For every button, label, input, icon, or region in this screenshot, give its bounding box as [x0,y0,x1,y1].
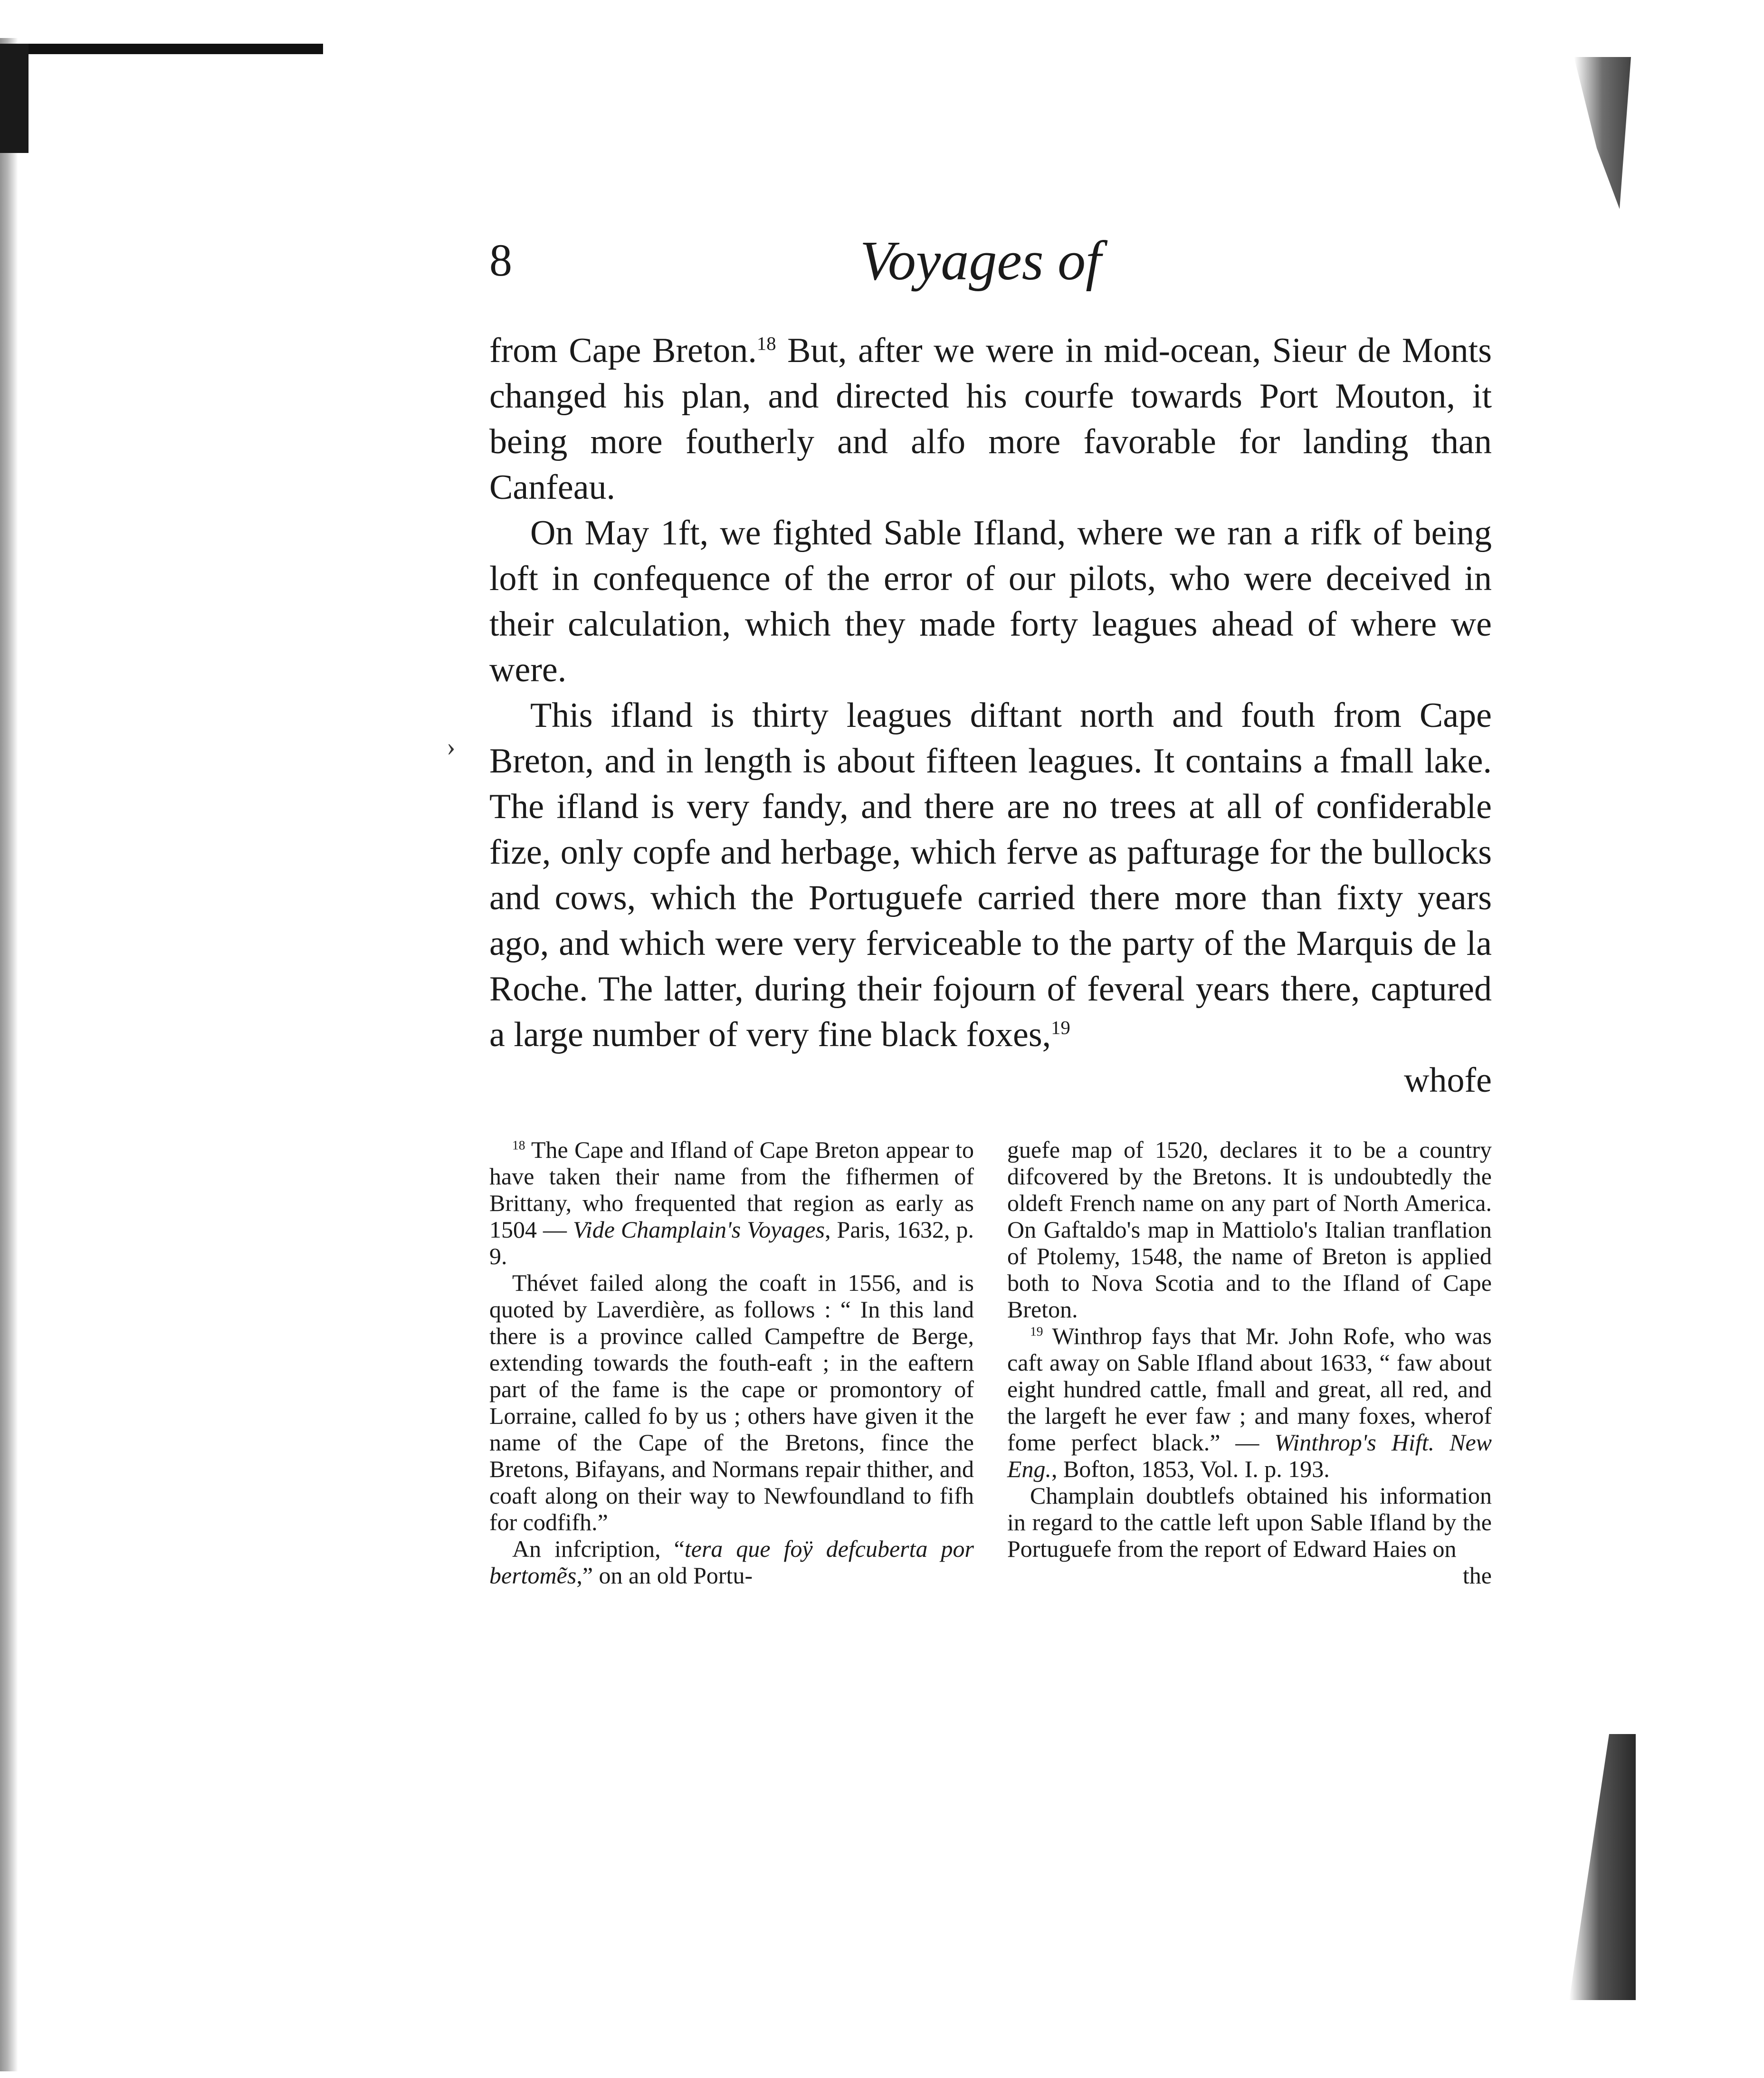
scan-binding-shadow [0,38,18,2071]
scan-page-curl-top [1574,57,1631,209]
inscription: tera que foÿ defcuberta por bertomẽs [489,1535,974,1589]
paragraph-1: from Cape Breton.$^{18}$ But, after we were in mid-ocean, Sieur de Monts changed his plan, and directed his courfe towards Port Mouton, it being more foutherly and alfo more favorable for landing than Canfeau. [489,331,1492,507]
footnote-19-para-2: Champlain doubtlefs obtained his information in regard to the cattle left upon Sable Ifland by the Portuguefe from the report of Edward Haies on [1007,1482,1492,1562]
catchword: whofe [1404,1061,1492,1100]
footnote-column-left [489,1136,974,1589]
footnote-19: $^{19}$ Winthrop fays that Mr. John Rofe, who was caft away on Sable Ifland about 1633, “ faw about eight hundred cattle, fmall and great, all red, and the largeft he ever faw ; and many foxes, wherof fome perfect black.” — Winthrop's Hift. New Eng., Bofton, 1853, Vol. I. p. 193. [1007,1323,1492,1482]
page-number: 8 [489,235,512,286]
scan-corner-mark [0,44,29,153]
main-text [489,328,1492,1103]
running-title: Voyages of [860,229,1101,292]
footnote-18-para-2: Thévet failed along the coaft in 1556, and is quoted by Laverdière, as follows : “ In this land there is a province called Campeftre de Berge, extending towards the fouth-eaft ; in the eaftern part of the fame is the cape or promontory of Lorraine, called fo by us ; others have given it the name of the Cape of the Bretons, fince the Bretons, Bifayans, and Normans repair thither, and coaft along on their way to Newfoundland to fifh for codfifh.” [489,1269,974,1535]
footnote-18-para-3: An infcription, “tera que foÿ defcuberta por bertomẽs,” on an old Portu- [489,1535,974,1589]
footnote-column-right [1007,1136,1492,1589]
footnote-catchword: the [1462,1562,1492,1589]
paragraph-3: This ifland is thirty leagues diftant north and fouth from Cape Breton, and in length is about fifteen leagues. It contains a fmall lake. The ifland is very fandy, and there are no trees at all of confiderable fize, only copfe and herbage, which ferve as pafturage for the bullocks and cows, which the Portuguefe carried there more than fixty years ago, and which were very ferviceable to the party of the Marquis de la Roche. The latter, during their fojourn of feveral years there, captured a large number of very fine black foxes,$^{19}$ [489,696,1492,1054]
footnote-ref-18: 18 [756,333,776,354]
citation: Winthrop's Hift. New Eng. [1007,1429,1492,1482]
citation: Vide Champlain's Voyages [572,1216,825,1243]
scan-top-edge-mark [0,44,323,54]
footnote-18-continued: guefe map of 1520, declares it to be a country difcovered by the Bretons. It is undoubtedly the oldeft French name on any part of North America. On Gaftaldo's map in Mattiolo's Italian tranflation of Ptolemy, 1548, the name of Breton is applied both to Nova Scotia and to the Ifland of Cape Breton. [1007,1136,1492,1323]
scan-page-curl-bottom [1569,1734,1636,2000]
margin-mark: › [447,732,456,762]
paragraph-2: On May 1ft, we fighted Sable Ifland, where we ran a rifk of being loft in confequence of the error of our pilots, who were deceived in their calculation, which they made forty leagues ahead of where we were. [489,514,1492,689]
footnote-18: $^{18}$ The Cape and Ifland of Cape Breton appear to have taken their name from the fifhermen of Brittany, who frequented that region as early as 1504 — Vide Champlain's Voyages, Paris, 1632, p. 9. [489,1136,974,1269]
footnotes [489,1136,1492,1589]
footnote-ref-19: 19 [1051,1017,1070,1039]
running-head [489,223,1492,309]
book-page [489,223,1492,1589]
